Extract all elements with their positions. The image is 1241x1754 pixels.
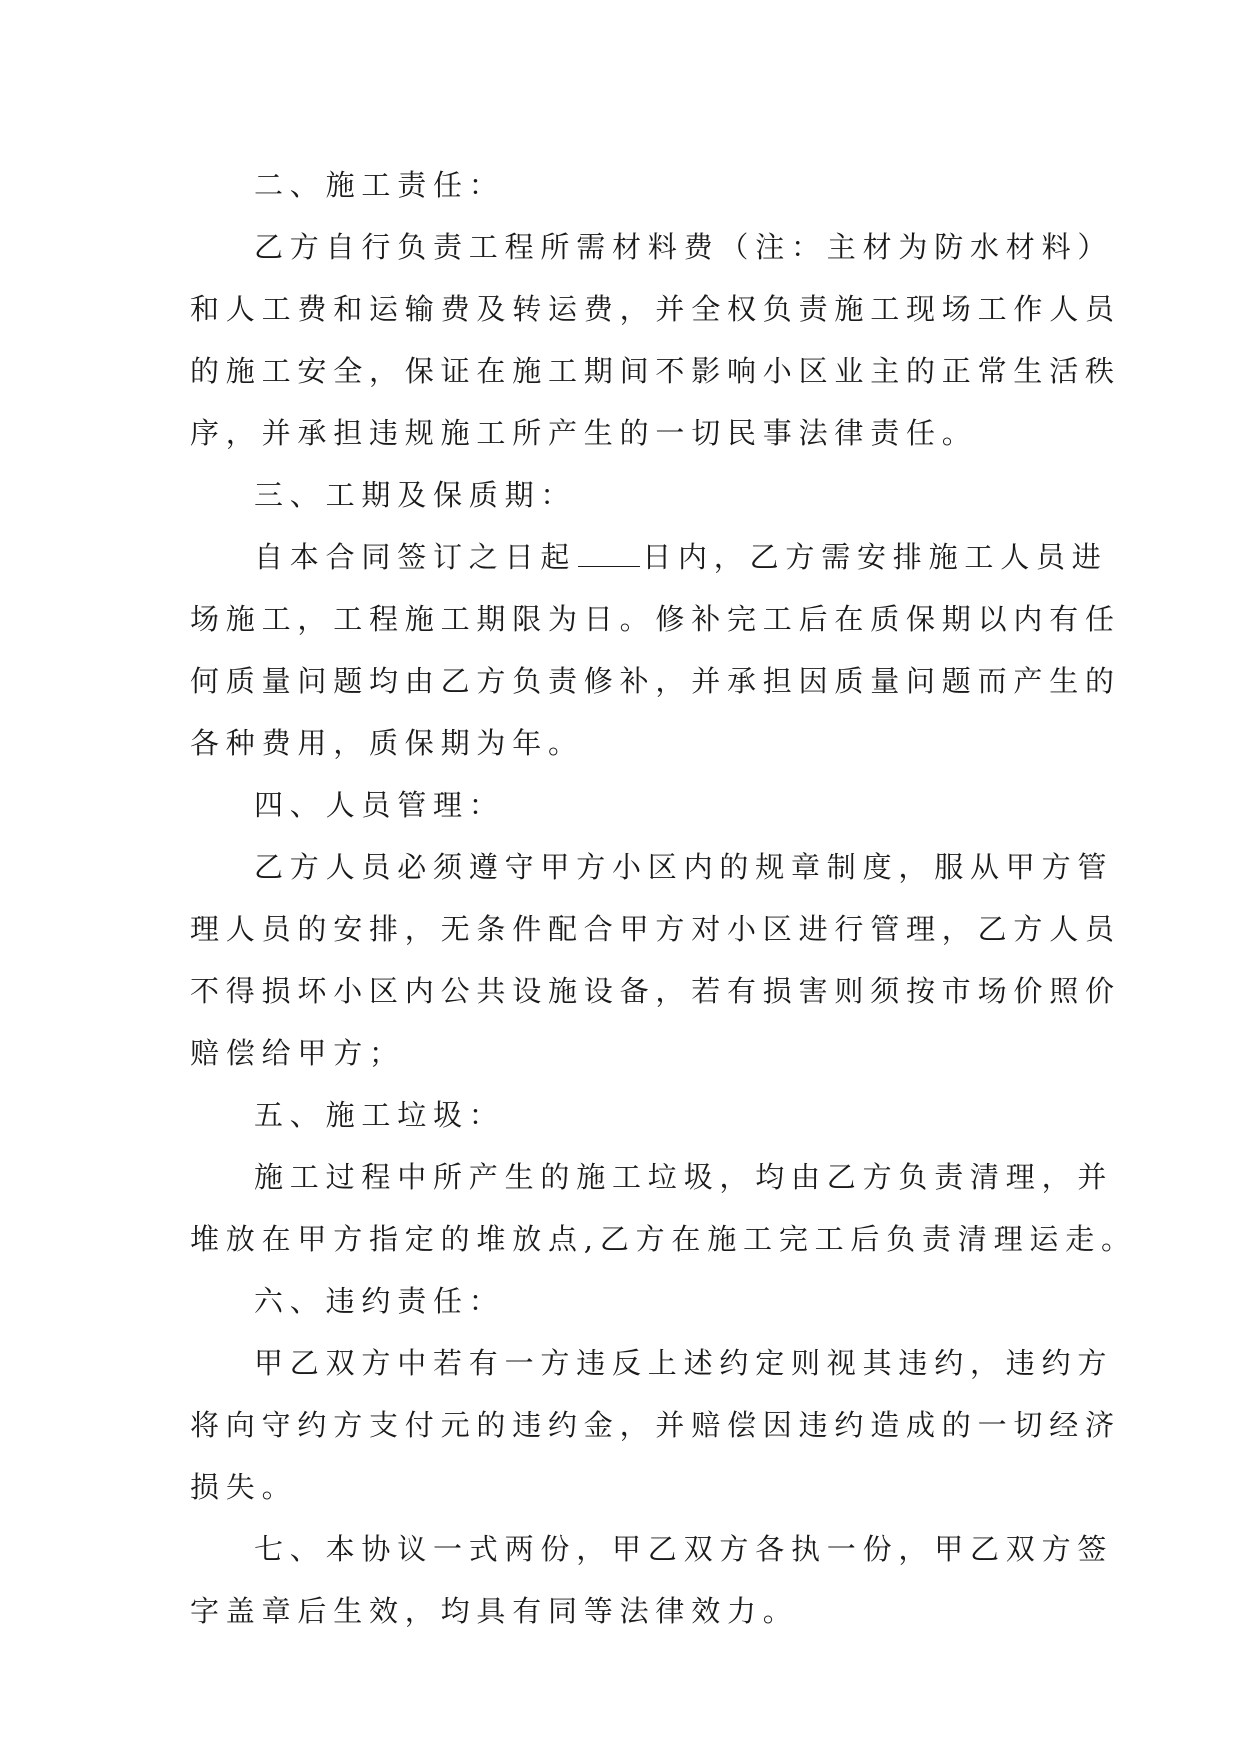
section-agreement-copies <box>190 1518 1114 1642</box>
paragraph-line: 赔偿给甲方； <box>190 1036 405 1070</box>
paragraph-line: 和人工费和运输费及转运费，并全权负责施工现场工作人员 <box>190 292 1121 326</box>
section-personnel-management <box>190 774 1121 1084</box>
line-text: 自本合同签订之日起 <box>254 540 577 574</box>
paragraph-line: 乙方自行负责工程所需材料费（注：主材为防水材料） <box>254 230 1114 264</box>
paragraph-line: 损失。 <box>190 1470 298 1504</box>
section-heading: 五、施工垃圾： <box>254 1098 505 1132</box>
section-heading: 二、施工责任： <box>254 168 505 202</box>
line-text: 日内，乙方需安排施工人员进 <box>642 540 1108 574</box>
paragraph-line: 施工过程中所产生的施工垃圾，均由乙方负责清理，并 <box>254 1160 1114 1194</box>
section-breach-liability <box>190 1270 1121 1518</box>
paragraph-line: 场施工，工程施工期限为日。修补完工后在质保期以内有任 <box>190 602 1121 636</box>
section-schedule-warranty <box>190 464 1121 774</box>
section-heading: 六、违约责任： <box>254 1284 505 1318</box>
paragraph-line: 序，并承担违规施工所产生的一切民事法律责任。 <box>190 416 978 450</box>
section-heading: 三、工期及保质期： <box>254 478 577 512</box>
paragraph-line: 甲乙双方中若有一方违反上述约定则视其违约，违约方 <box>254 1346 1114 1380</box>
section-heading: 四、人员管理： <box>254 788 505 822</box>
paragraph-line <box>190 526 1108 588</box>
paragraph-line: 将向守约方支付元的违约金，并赔偿因违约造成的一切经济 <box>190 1408 1121 1442</box>
paragraph-line: 字盖章后生效，均具有同等法律效力。 <box>190 1594 799 1628</box>
paragraph-line: 何质量问题均由乙方负责修补，并承担因质量问题而产生的 <box>190 664 1121 698</box>
fill-in-blank <box>578 540 640 567</box>
paragraph-line: 不得损坏小区内公共设施设备，若有损害则须按市场价照价 <box>190 974 1121 1008</box>
document-page <box>190 154 1137 1642</box>
paragraph-line: 理人员的安排，无条件配合甲方对小区进行管理，乙方人员 <box>190 912 1121 946</box>
paragraph-line: 乙方人员必须遵守甲方小区内的规章制度，服从甲方管 <box>254 850 1114 884</box>
paragraph-line: 七、本协议一式两份，甲乙双方各执一份，甲乙双方签 <box>254 1532 1114 1566</box>
paragraph-line: 堆放在甲方指定的堆放点,乙方在施工完工后负责清理运走。 <box>190 1222 1137 1256</box>
section-construction-waste <box>190 1084 1137 1270</box>
paragraph-line: 各种费用，质保期为年。 <box>190 726 584 760</box>
section-construction-responsibility <box>190 154 1121 464</box>
paragraph-line: 的施工安全，保证在施工期间不影响小区业主的正常生活秩 <box>190 354 1121 388</box>
